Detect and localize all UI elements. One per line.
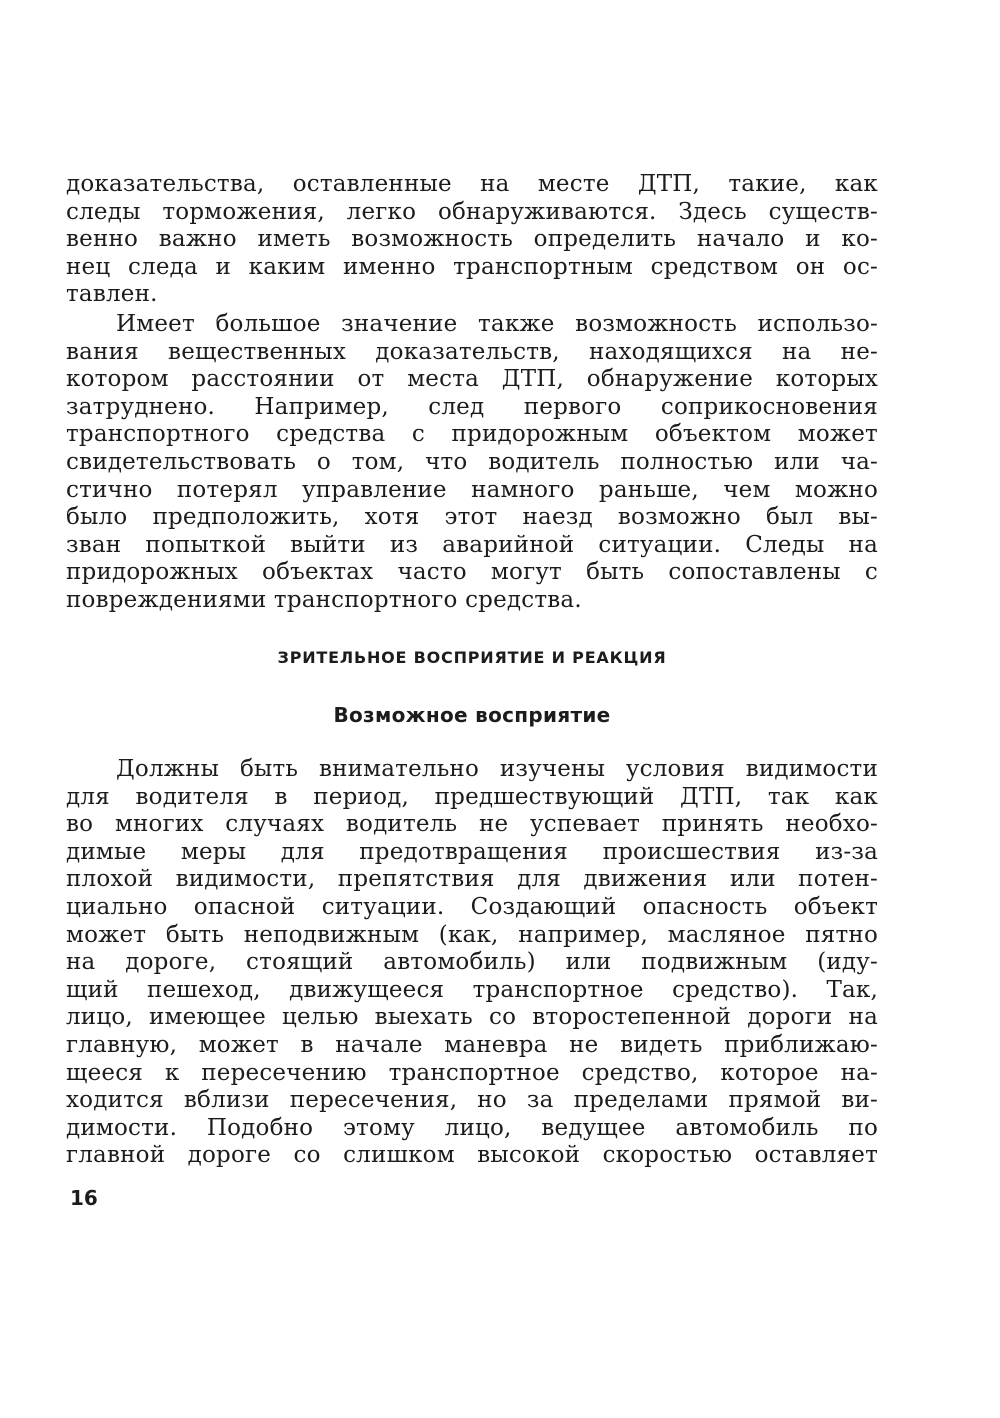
text-line: щееся к пересечению транспортное средство, которое на-: [66, 1059, 878, 1086]
text-line: Имеет большое значение также возможность использо-: [116, 311, 878, 337]
text-line: плохой видимости, препятствия для движения или потен-: [66, 866, 878, 893]
text-line: котором расстоянии от места ДТП, обнаружение которых: [66, 366, 878, 393]
text-line: стично потерял управление намного раньше, чем можно: [66, 476, 878, 503]
text-line: главной дороге со слишком высокой скоростью оставляет: [66, 1142, 878, 1169]
text-line: тавлен.: [66, 281, 158, 308]
text-line: ходится вблизи пересечения, но за пределами прямой ви-: [66, 1087, 878, 1114]
text-line: лицо, имеющее целью выехать со второстепенной дороги на: [66, 1004, 878, 1031]
text-line: главную, может в начале маневра не видеть приближаю-: [66, 1031, 878, 1058]
text-line: свидетельствовать о том, что водитель полностью или ча-: [66, 448, 878, 475]
text-line: зван попыткой выйти из аварийной ситуации. Следы на: [66, 531, 878, 558]
section-heading: ЗРИТЕЛЬНОЕ ВОСПРИЯТИЕ И РЕАКЦИЯ: [277, 648, 667, 667]
page-number: 16: [70, 1186, 98, 1210]
text-line: щий пешеход, движущееся транспортное средство). Так,: [66, 976, 878, 1003]
paragraph-3: [66, 756, 878, 1170]
text-line: димые меры для предотвращения происшествия из-за: [66, 838, 878, 865]
text-line: придорожных объектах часто могут быть сопоставлены с: [66, 559, 878, 586]
subsection-heading: Возможное восприятие: [333, 703, 611, 727]
text-line: следы торможения, легко обнаруживаются. Здесь существ-: [66, 198, 878, 225]
text-line: во многих случаях водитель не успевает принять необхо-: [66, 811, 878, 838]
text-line: Должны быть внимательно изучены условия видимости: [116, 756, 878, 782]
text-line: венно важно иметь возможность определить начало и ко-: [66, 226, 878, 253]
text-line: доказательства, оставленные на месте ДТП, такие, как: [66, 171, 878, 197]
text-line: было предположить, хотя этот наезд возможно был вы-: [66, 504, 878, 531]
text-line: затруднено. Например, след первого соприкосновения: [66, 393, 878, 420]
text-line: вания вещественных доказательств, находящихся на не-: [66, 338, 878, 365]
text-line: может быть неподвижным (как, например, масляное пятно: [66, 921, 878, 948]
text-line: повреждениями транспортного средства.: [66, 586, 582, 613]
text-line: димости. Подобно этому лицо, ведущее автомобиль по: [66, 1114, 878, 1141]
text-line: для водителя в период, предшествующий ДТП, так как: [66, 783, 878, 810]
paragraph-2: [66, 311, 878, 615]
text-line: циально опасной ситуации. Создающий опасность объект: [66, 893, 878, 920]
text-line: на дороге, стоящий автомобиль) или подвижным (иду-: [66, 949, 878, 976]
paragraph-1: [66, 171, 878, 309]
text-line: транспортного средства с придорожным объектом может: [66, 421, 878, 448]
text-line: нец следа и каким именно транспортным средством он ос-: [66, 253, 878, 280]
